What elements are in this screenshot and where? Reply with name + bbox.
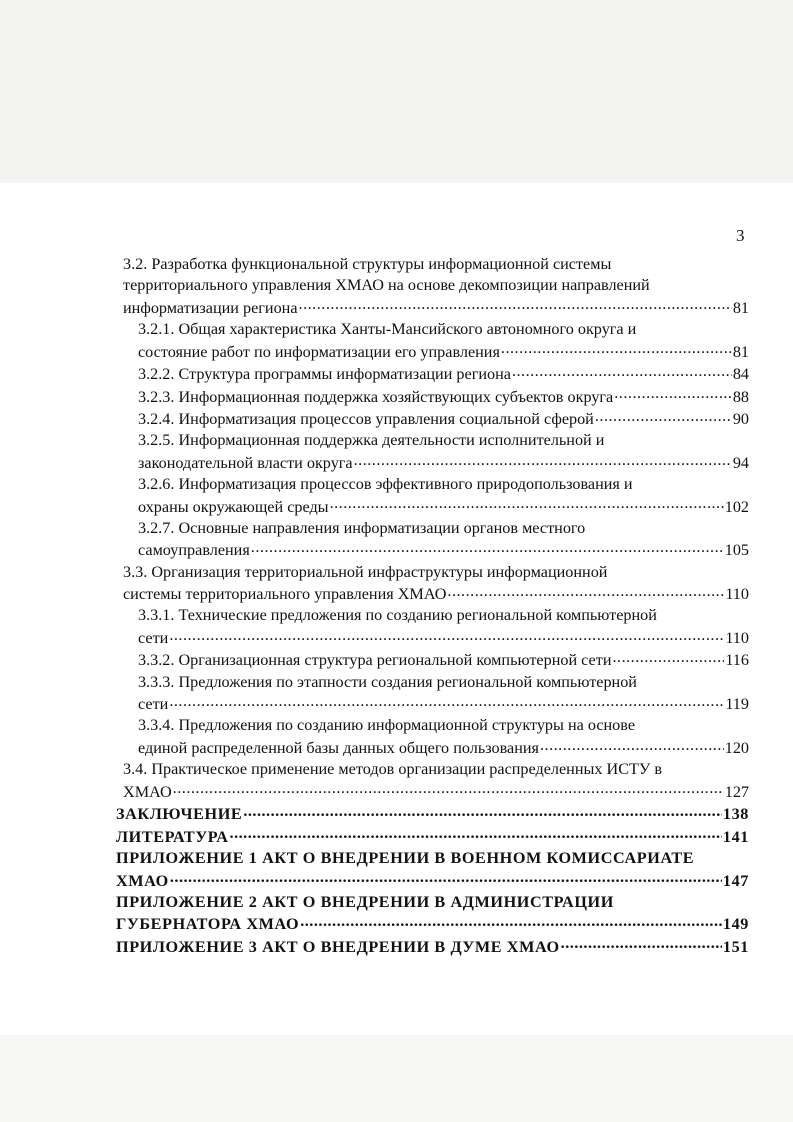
toc-entry-line: 3.4. Практическое применение методов организации распределенных ИСТУ в — [123, 760, 663, 779]
dot-leader — [540, 737, 724, 753]
toc-entry-title: ХМАО — [123, 782, 172, 801]
dot-leader — [595, 408, 732, 424]
toc-entry-page: 90 — [732, 410, 749, 429]
toc-entry[interactable] — [116, 803, 749, 825]
toc-entry-page: 110 — [725, 585, 749, 604]
toc-entry-title: единой распределенной базы данных общего пользования — [138, 738, 539, 757]
toc-entry-page: 149 — [722, 915, 749, 934]
toc-entry-title: ЗАКЛЮЧЕНИЕ — [116, 805, 243, 824]
dot-leader — [169, 627, 724, 643]
toc-entry-title: 3.2.4. Информатизация процессов управления социальной сферой — [138, 410, 594, 429]
toc-entry-title: 3.3.2. Организационная структура региональной компьютерной сети — [138, 651, 612, 670]
page-number: 3 — [736, 226, 745, 245]
dot-leader — [330, 495, 724, 511]
toc-entry-page: 116 — [725, 651, 749, 670]
toc-entry-title: сети — [138, 695, 169, 714]
toc-entry[interactable] — [116, 759, 749, 803]
toc-entry-title: ПРИЛОЖЕНИЕ 3 АКТ О ВНЕДРЕНИИ В ДУМЕ ХМАО — [116, 937, 560, 956]
toc-entry-line: 3.2. Разработка функциональной структуры информационной системы — [123, 255, 612, 273]
toc-entry-page: 102 — [724, 497, 749, 516]
toc-entry-title: системы территориального управления ХМАО — [123, 585, 447, 604]
toc-entry-line: ПРИЛОЖЕНИЕ 2 АКТ О ВНЕДРЕНИИ В АДМИНИСТРАЦИИ — [116, 892, 614, 911]
dot-leader — [251, 539, 724, 555]
table-of-contents — [116, 254, 749, 958]
toc-entry[interactable] — [116, 936, 749, 958]
toc-entry[interactable] — [116, 826, 749, 848]
toc-entry-page: 105 — [724, 541, 749, 560]
toc-entry[interactable] — [116, 518, 749, 562]
toc-entry-page: 151 — [722, 937, 749, 956]
toc-entry[interactable] — [116, 430, 749, 474]
toc-entry-line: 3.2.7. Основные направления информатизации органов местного — [138, 518, 586, 537]
toc-entry[interactable] — [116, 605, 749, 649]
toc-entry[interactable] — [116, 892, 749, 936]
toc-entry[interactable] — [116, 385, 749, 407]
dot-leader — [612, 649, 724, 665]
toc-entry-line: 3.3. Организация территориальной инфраструктуры информационной — [123, 562, 608, 581]
toc-entry-line: 3.3.1. Технические предложения по созданию региональной компьютерной — [138, 606, 657, 625]
toc-entry[interactable] — [116, 562, 749, 606]
toc-entry-line: территориального управления ХМАО на основе декомпозиции направлений — [123, 276, 650, 295]
dot-leader — [300, 913, 722, 929]
toc-entry-title: самоуправления — [138, 541, 250, 560]
dot-leader — [169, 693, 724, 709]
dot-leader — [512, 363, 732, 379]
toc-entry-title: 3.2.2. Структура программы информатизации региона — [138, 365, 511, 384]
toc-entry-page: 141 — [722, 827, 749, 846]
toc-entry[interactable] — [116, 848, 749, 892]
toc-entry-page: 84 — [732, 365, 749, 384]
toc-entry-page: 138 — [722, 805, 749, 824]
toc-entry-page: 81 — [732, 342, 749, 361]
toc-entry-title: 3.2.3. Информационная поддержка хозяйствующих субъектов округа — [138, 387, 614, 406]
toc-entry-page: 88 — [732, 387, 749, 406]
toc-entry-title: информатизации региона — [123, 298, 298, 317]
dot-leader — [614, 385, 732, 401]
dot-leader — [170, 869, 722, 885]
toc-entry[interactable] — [116, 408, 749, 430]
dot-leader — [561, 936, 722, 952]
toc-entry[interactable] — [116, 254, 749, 319]
toc-entry-page: 119 — [725, 695, 749, 714]
toc-entry-line: 3.3.3. Предложения по этапности создания региональной компьютерной — [138, 672, 637, 691]
dot-leader — [299, 297, 732, 313]
toc-entry-title: ГУБЕРНАТОРА ХМАО — [116, 915, 300, 934]
toc-entry-page: 147 — [722, 871, 749, 890]
scan-margin-top — [0, 0, 793, 183]
dot-leader — [243, 803, 722, 819]
toc-entry-title: ХМАО — [116, 871, 169, 890]
toc-entry-line: ПРИЛОЖЕНИЕ 1 АКТ О ВНЕДРЕНИИ В ВОЕННОМ КОМИССАРИАТЕ — [116, 849, 695, 868]
toc-entry-title: состояние работ по информатизации его управления — [138, 342, 500, 361]
toc-entry[interactable] — [116, 672, 749, 716]
toc-entry-page: 127 — [724, 782, 749, 801]
dot-leader — [354, 452, 732, 468]
toc-entry[interactable] — [116, 319, 749, 363]
toc-entry[interactable] — [116, 474, 749, 518]
toc-entry-page: 110 — [725, 628, 749, 647]
toc-entry-page: 81 — [732, 298, 749, 317]
toc-entry-page: 120 — [724, 738, 749, 757]
toc-entry-title: законодательной власти округа — [138, 453, 353, 472]
toc-entry-line: 3.2.6. Информатизация процессов эффективного природопользования и — [138, 475, 633, 494]
toc-entry[interactable] — [116, 363, 749, 385]
dot-leader — [501, 340, 732, 356]
toc-entry-title: ЛИТЕРАТУРА — [116, 827, 229, 846]
toc-entry-page: 94 — [732, 453, 749, 472]
dot-leader — [447, 583, 724, 599]
toc-entry-line: 3.3.4. Предложения по созданию информационной структуры на основе — [138, 716, 636, 735]
toc-entry-title: сети — [138, 628, 169, 647]
toc-entry[interactable] — [116, 715, 749, 759]
scan-margin-bottom — [0, 1035, 793, 1122]
dot-leader — [230, 826, 722, 842]
toc-entry-title: охраны окружающей среды — [138, 497, 329, 516]
dot-leader — [173, 781, 724, 797]
toc-entry[interactable] — [116, 649, 749, 671]
toc-entry-line: 3.2.1. Общая характеристика Ханты-Мансийского автономного округа и — [138, 320, 637, 339]
toc-entry-line: 3.2.5. Информационная поддержка деятельности исполнительной и — [138, 431, 605, 450]
